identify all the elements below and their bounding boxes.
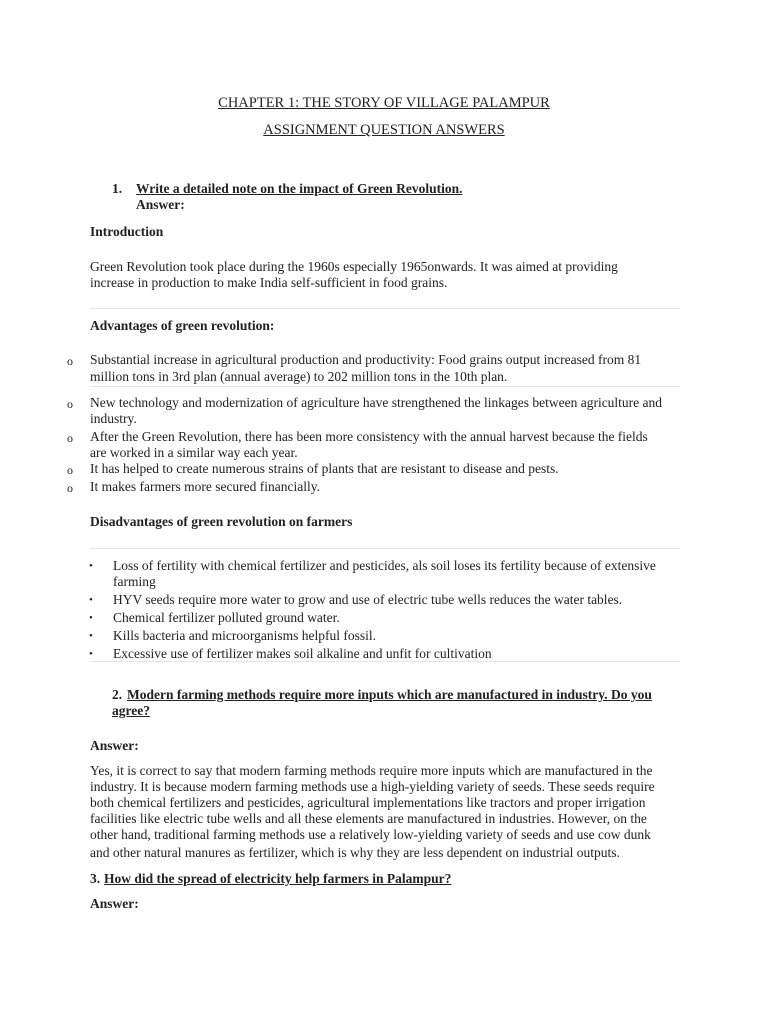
- q3-number: 3.: [90, 871, 101, 886]
- advantage-marker: o: [67, 481, 73, 495]
- advantage-item-3: After the Green Revolution, there has been more consistency with the annual harvest because the fields: [90, 429, 648, 444]
- intro-line-2: increase in production to make India self-sufficient in food grains.: [90, 275, 448, 290]
- q2-question-cont: agree?: [112, 703, 150, 718]
- section-divider: [90, 386, 680, 387]
- advantage-item-5: It makes farmers more secured financially.: [90, 479, 321, 494]
- q1-question: Write a detailed note on the impact of Green Revolution.: [136, 181, 463, 196]
- disadvantage-item-2: HYV seeds require more water to grow and use of electric tube wells reduces the water tables.: [113, 592, 623, 607]
- q2-answer-line-6: and other natural manures as fertilizer, which is why they are less dependent on industrial outputs.: [90, 845, 620, 860]
- q3-answer-label: Answer:: [90, 896, 139, 911]
- advantage-marker: o: [67, 354, 73, 368]
- q2-answer-line-1: Yes, it is correct to say that modern farming methods require more inputs which are manufactured in the: [90, 763, 653, 778]
- assignment-subtitle: ASSIGNMENT QUESTION ANSWERS: [263, 122, 505, 138]
- chapter-title: CHAPTER 1: THE STORY OF VILLAGE PALAMPUR: [218, 95, 550, 111]
- disadvantage-bullet: •: [89, 648, 93, 660]
- q1-answer-label: Answer:: [136, 197, 185, 212]
- advantage-item-1: Substantial increase in agricultural production and productivity: Food grains output increased from 81: [90, 352, 642, 367]
- intro-line-1: Green Revolution took place during the 1960s especially 1965onwards. It was aimed at providing: [90, 259, 618, 274]
- q2-answer-line-2: industry. It is because modern farming methods use a high-yielding variety of seeds. These seeds require: [90, 779, 655, 794]
- disadvantage-bullet: •: [89, 630, 93, 642]
- advantage-item-3-cont: are worked in a similar way each year.: [90, 445, 298, 460]
- disadvantage-item-3: Chemical fertilizer polluted ground water.: [113, 610, 340, 625]
- disadvantage-item-1: Loss of fertility with chemical fertilizer and pesticides, als soil loses its fertility because of extensive: [113, 558, 656, 573]
- advantage-marker: o: [67, 397, 73, 411]
- disadvantage-bullet: •: [89, 594, 93, 606]
- disadvantages-heading: Disadvantages of green revolution on farmers: [90, 514, 353, 529]
- q2-answer-line-3: both chemical fertilizers and pesticides, agricultural implementations like tractors and proper irrigation: [90, 795, 646, 810]
- advantage-item-4: It has helped to create numerous strains of plants that are resistant to disease and pests.: [90, 461, 559, 476]
- advantage-item-1-cont: million tons in 3rd plan (annual average) to 202 million tons in the 10th plan.: [90, 369, 508, 384]
- advantage-item-2-cont: industry.: [90, 411, 137, 426]
- q2-answer-line-5: other hand, traditional farming methods use a relatively low-yielding variety of seeds and use cow dunk: [90, 827, 651, 842]
- section-divider: [90, 548, 680, 549]
- q3-question: How did the spread of electricity help farmers in Palampur?: [104, 871, 452, 886]
- disadvantage-item-4: Kills bacteria and microorganisms helpful fossil.: [113, 628, 376, 643]
- advantages-heading: Advantages of green revolution:: [90, 318, 275, 333]
- q2-answer-line-4: facilities like electric tube wells and all these elements are manufactured in industries. However, on the: [90, 811, 647, 826]
- disadvantage-bullet: •: [89, 612, 93, 624]
- advantage-marker: o: [67, 431, 73, 445]
- disadvantage-bullet: •: [89, 560, 93, 572]
- section-divider: [90, 308, 680, 309]
- q1-number: 1.: [112, 181, 123, 196]
- section-divider: [90, 661, 680, 662]
- intro-heading: Introduction: [90, 224, 164, 239]
- q2-answer-label: Answer:: [90, 738, 139, 753]
- advantage-marker: o: [67, 463, 73, 477]
- advantage-item-2: New technology and modernization of agriculture have strengthened the linkages between agriculture and: [90, 395, 663, 410]
- q2-number: 2.: [112, 687, 123, 702]
- disadvantage-item-5: Excessive use of fertilizer makes soil alkaline and unfit for cultivation: [113, 646, 492, 661]
- disadvantage-item-1-cont: farming: [113, 574, 156, 589]
- q2-question: Modern farming methods require more inputs which are manufactured in industry. Do you: [127, 687, 652, 702]
